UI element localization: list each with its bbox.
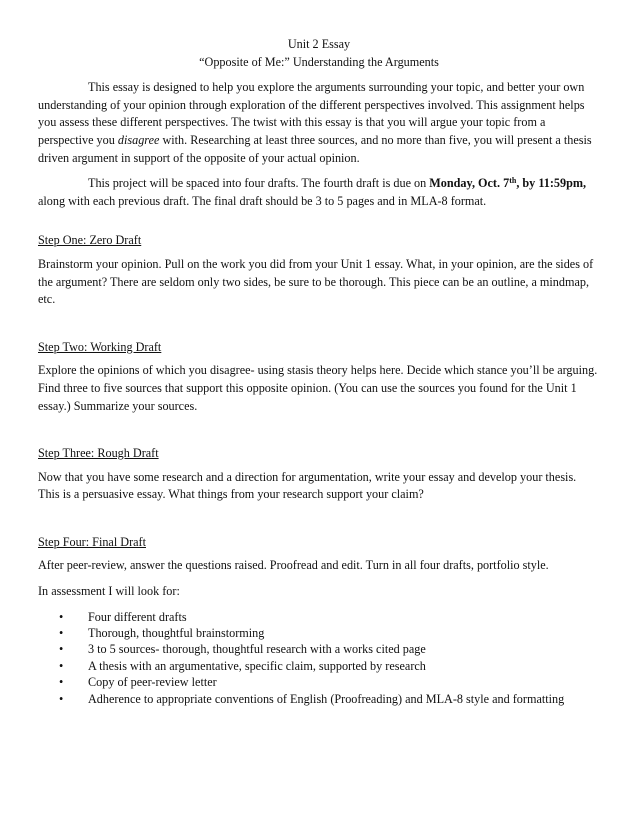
step-one-heading: Step One: Zero Draft bbox=[38, 233, 142, 248]
step-three-text: Now that you have some research and a direction for argumentation, write your essay and develop your thesis. This is a persuasive essay. What things from your research support your claim? bbox=[38, 469, 577, 502]
step-one-section bbox=[38, 232, 600, 308]
bullet-icon: • bbox=[59, 626, 64, 641]
list-item bbox=[59, 658, 600, 674]
step-three-section bbox=[38, 445, 600, 504]
due-date-ordinal: th bbox=[509, 176, 517, 186]
bullet-icon: • bbox=[59, 642, 64, 657]
list-item bbox=[59, 674, 600, 690]
schedule-text-end: along with each previous draft. The final draft should be 3 to 5 pages and in MLA-8 format. bbox=[38, 193, 487, 208]
list-item bbox=[59, 691, 600, 707]
document-subtitle: “Opposite of Me:” Understanding the Arguments bbox=[199, 54, 439, 69]
list-item-text: Adherence to appropriate conventions of English (Proofreading) and MLA-8 style and formatting bbox=[88, 691, 565, 706]
step-four-section bbox=[38, 534, 600, 575]
list-item-text: A thesis with an argumentative, specific claim, supported by research bbox=[88, 658, 426, 673]
list-item-text: 3 to 5 sources- thorough, thoughtful research with a works cited page bbox=[88, 642, 426, 657]
due-date-day: Monday, Oct. 7 bbox=[429, 176, 510, 191]
bullet-icon: • bbox=[59, 675, 64, 690]
emphasis-disagree: disagree bbox=[117, 132, 160, 147]
list-item-text: Four different drafts bbox=[88, 609, 187, 624]
step-four-text: After peer-review, answer the questions raised. Proofread and edit. Turn in all four drafts, portfolio style. bbox=[38, 558, 549, 573]
schedule-text-start: This project will be spaced into four drafts. The fourth draft is due on bbox=[88, 176, 430, 191]
intro-text-end: with. Researching at least three sources, and no more than five, you will present a thesis driven argument in support of the opposite of your actual opinion. bbox=[38, 132, 592, 165]
step-three-heading: Step Three: Rough Draft bbox=[38, 446, 159, 461]
list-item bbox=[59, 625, 600, 641]
due-date bbox=[429, 176, 586, 190]
due-date-time: , by 11:59pm, bbox=[516, 176, 587, 191]
bullet-icon: • bbox=[59, 658, 64, 673]
list-item-text: Copy of peer-review letter bbox=[88, 675, 217, 690]
assessment-list bbox=[38, 609, 600, 707]
step-two-text: Explore the opinions of which you disagree- using stasis theory helps here. Decide which stance you’ll be arguing. Find three to five sources that support this opposite opinion. (You can use the sources you found for the Unit 1 essay.) Summarize your sources. bbox=[38, 363, 598, 413]
schedule-paragraph bbox=[38, 175, 600, 210]
list-item bbox=[59, 609, 600, 625]
list-item bbox=[59, 641, 600, 657]
step-one-text: Brainstorm your opinion. Pull on the work you did from your Unit 1 essay. What, in your opinion, are the sides of the argument? There are seldom only two sides, be sure to be thorough. This piece can be an outline, a mindmap, etc. bbox=[38, 256, 594, 307]
intro-paragraph bbox=[38, 79, 600, 167]
intro-text-start: This essay is designed to help you explore the arguments surrounding your topic, and better your own understanding of your opinion through exploration of the different perspectives involved. This assignment helps you assess these different perspectives. The twist with this essay is that you will argue your topic from a perspective you bbox=[38, 80, 585, 147]
step-two-section bbox=[38, 339, 600, 415]
assessment-intro: In assessment I will look for: bbox=[38, 584, 180, 599]
bullet-icon: • bbox=[59, 609, 64, 624]
step-two-heading: Step Two: Working Draft bbox=[38, 339, 162, 354]
bullet-icon: • bbox=[59, 691, 64, 706]
document-title: Unit 2 Essay bbox=[287, 37, 351, 51]
step-four-heading: Step Four: Final Draft bbox=[38, 534, 146, 549]
list-item-text: Thorough, thoughtful brainstorming bbox=[88, 626, 265, 641]
